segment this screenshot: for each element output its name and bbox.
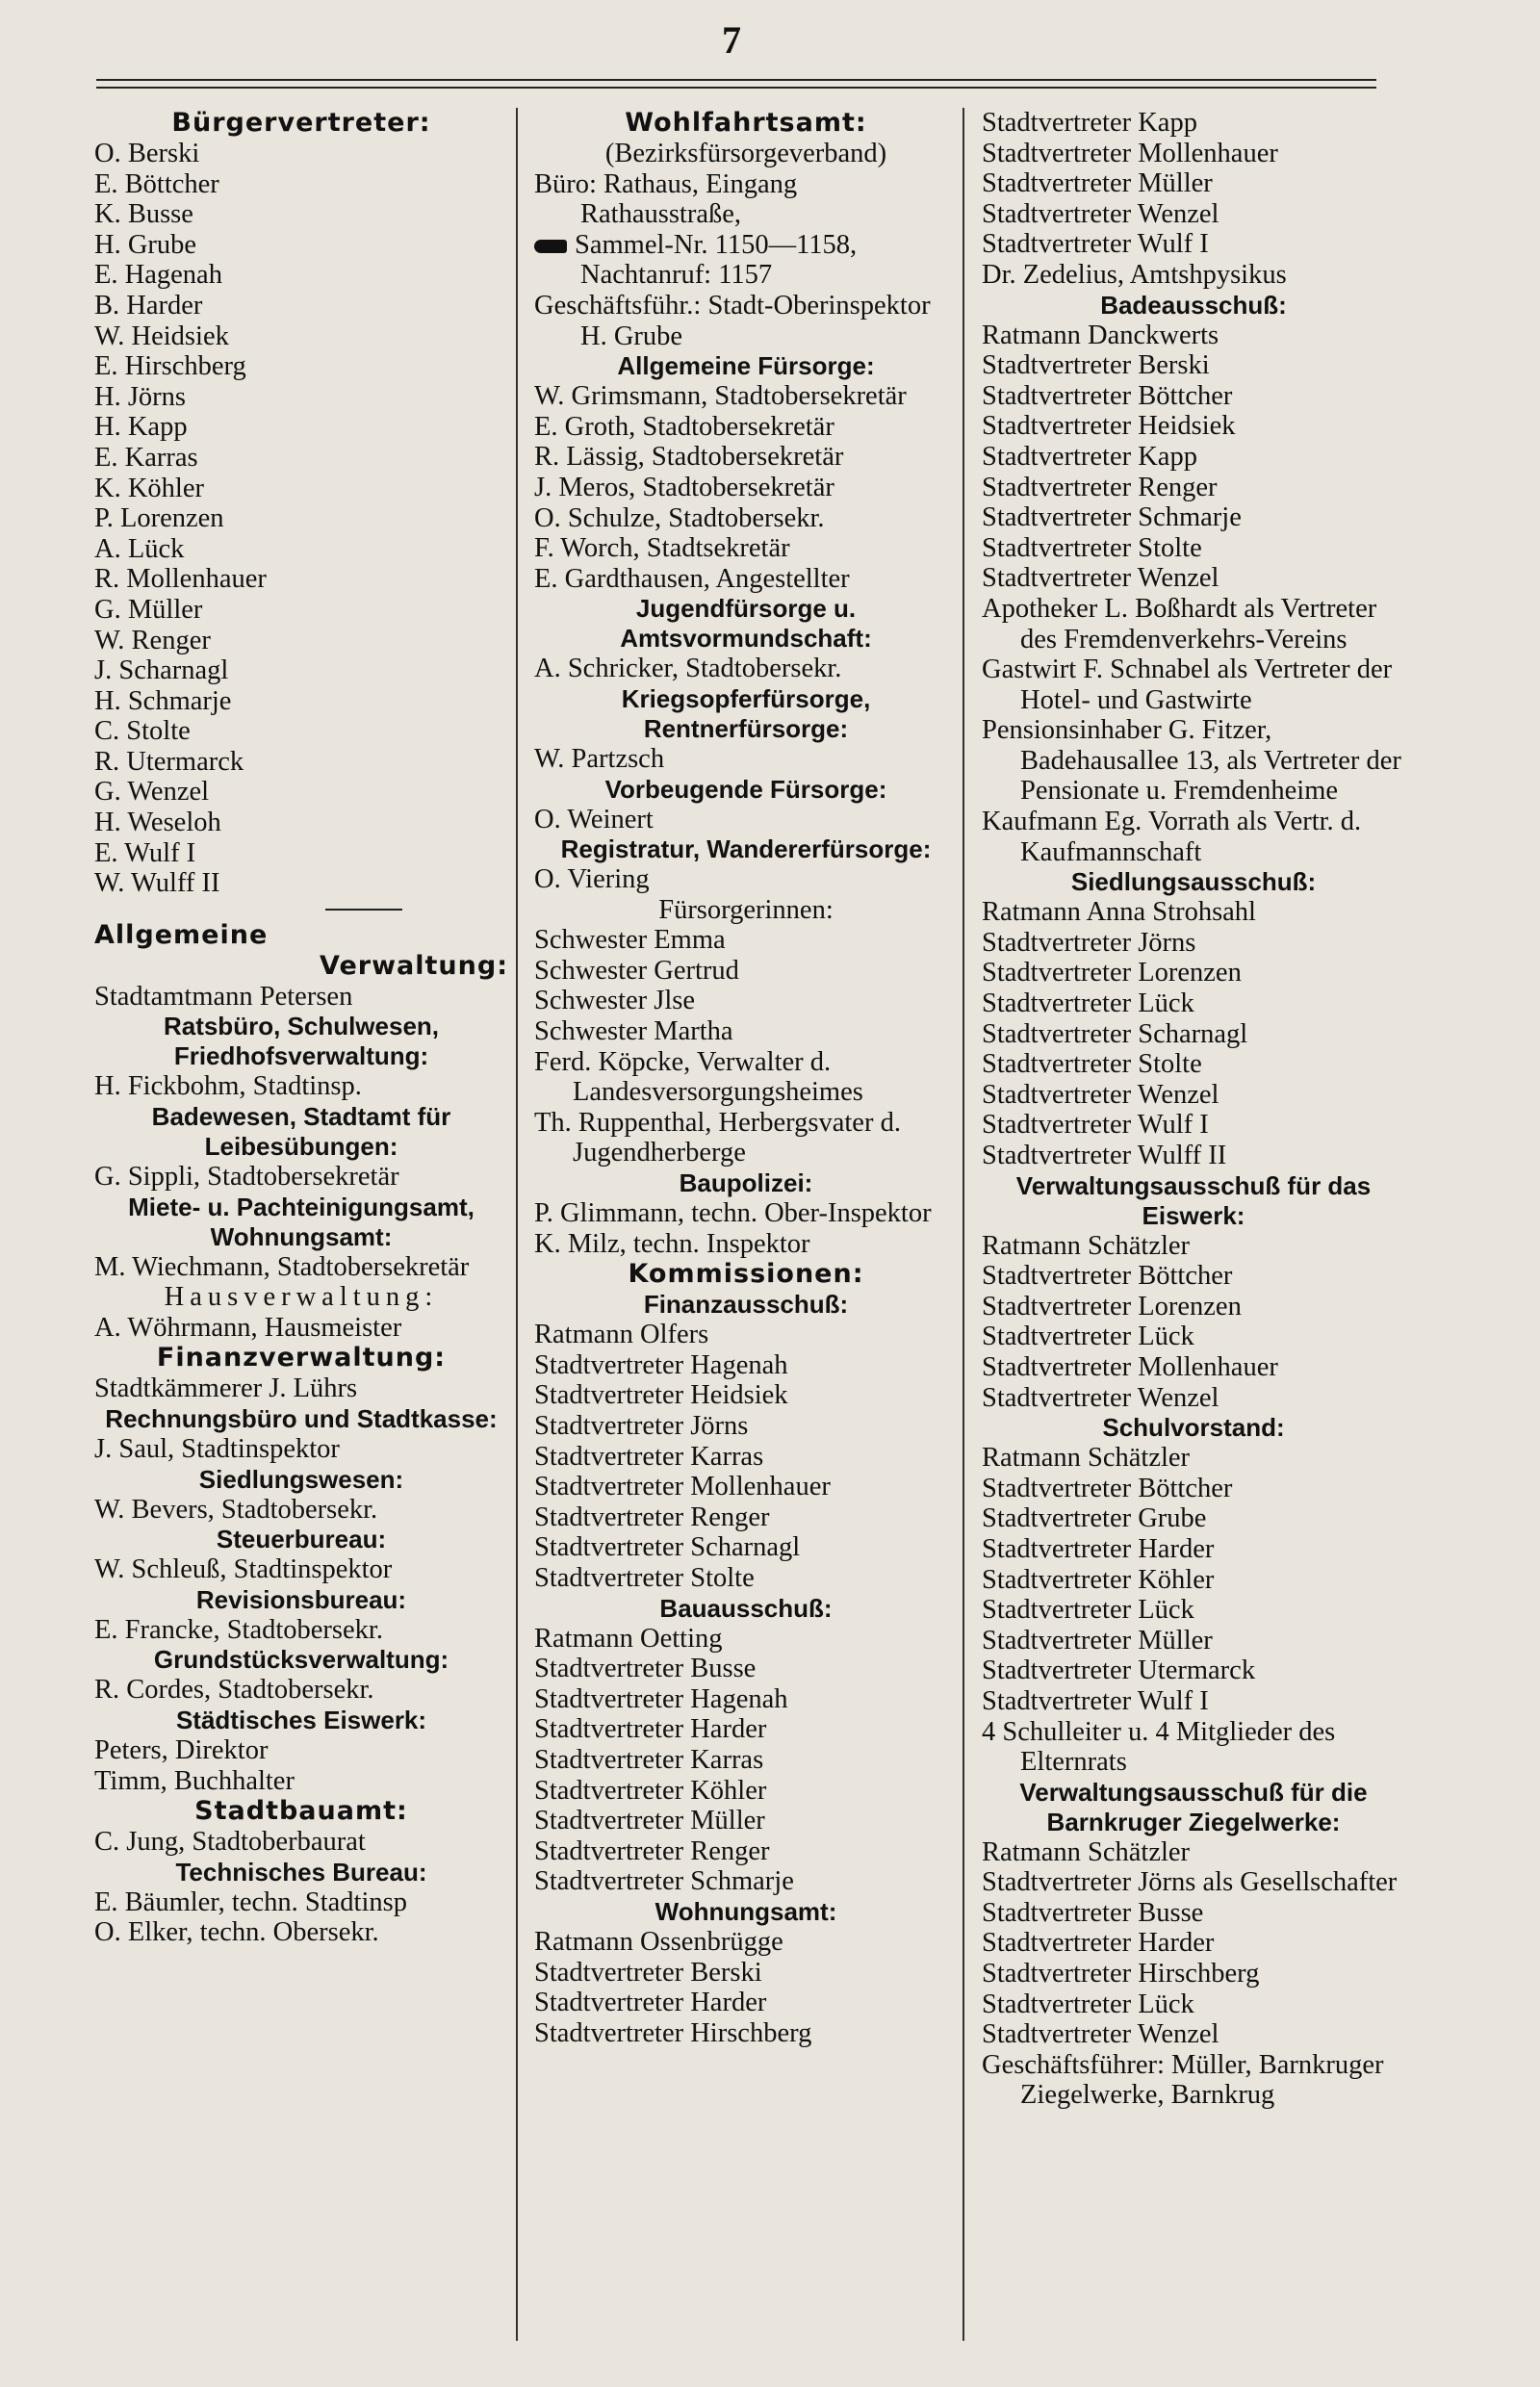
list-item: Stadtvertreter Harder (982, 1928, 1215, 1959)
list-item: E. Bäumler, techn. Stadtinsp (94, 1886, 407, 1917)
heading-jugendfuersorge: Jugendfürsorge u. Amtsvormundschaft: (620, 594, 872, 654)
list-item: Stadtvertreter Stolte (982, 532, 1202, 563)
subheading-bezirksfuersorge: (Bezirksfürsorgeverband) (604, 139, 887, 168)
list-item: Stadtvertreter Harder (982, 1533, 1215, 1564)
entry: Geschäftsführer: Müller, Barnkruger Ziegelwerke, Barnkrug (982, 2049, 1384, 2111)
list-item: O. Berski (94, 139, 200, 168)
heading-verwaltung: Verwaltung: (320, 950, 508, 981)
entry: C. Jung, Stadtoberbaurat (94, 1827, 366, 1858)
list-item: Stadtvertreter Renger (534, 1502, 770, 1532)
list-item: W. Renger (94, 625, 211, 655)
list-fuersorgerinnen (534, 925, 958, 1046)
heading-allgemeine: Allgemeine (94, 919, 269, 950)
list-item: Stadtvertreter Renger (982, 472, 1218, 502)
list-item: Stadtvertreter Heidsiek (534, 1380, 788, 1411)
list-item: Stadtvertreter Wenzel (982, 1079, 1219, 1110)
list-technisches-bureau (94, 1887, 508, 1948)
heading-siedlungswesen: Siedlungswesen: (198, 1464, 404, 1494)
list-item: Stadtvertreter Mollenhauer (534, 1472, 831, 1502)
telephone-icon (534, 240, 567, 253)
list-item: H. Weseloh (94, 808, 221, 838)
list-item: Ratmann Danckwerts (982, 320, 1219, 350)
heading-steuerbureau: Steuerbureau: (216, 1525, 387, 1554)
list-item: G. Wenzel (94, 777, 210, 808)
heading-siedlungsausschuss: Siedlungsausschuß: (1070, 867, 1317, 897)
list-item: O. Elker, techn. Obersekr. (94, 1917, 379, 1948)
entry: M. Wiechmann, Stadtobersekretär (94, 1251, 470, 1282)
list-item: Stadtvertreter Busse (534, 1654, 757, 1684)
list-item: Stadtvertreter Lorenzen (982, 1291, 1242, 1322)
list-item: Ratmann Ossenbrügge (534, 1926, 783, 1957)
list-item: Schwester Emma (534, 925, 726, 956)
list-baupolizei (534, 1198, 958, 1259)
column-right (982, 108, 1405, 2111)
heading-kriegsopferfuersorge: Kriegsopferfürsorge, Rentnerfürsorge: (621, 683, 871, 743)
list-finanzausschuss (534, 1320, 958, 1593)
list-item: Dr. Zedelius, Amtshpysikus (982, 259, 1287, 290)
list-item: F. Worch, Stadtsekretär (534, 533, 790, 564)
list-item: R. Utermarck (94, 746, 244, 777)
list-item: Stadtvertreter Harder (534, 1714, 767, 1745)
list-item: Apotheker L. Boßhardt als Vertreter des Fremdenverkehrs-Vereins (982, 593, 1377, 654)
heading-buergervertreter: Bürgervertreter: (171, 108, 431, 138)
heading-finanzausschuss: Finanzausschuß: (643, 1290, 849, 1320)
list-item: Stadtvertreter Hirschberg (982, 1959, 1260, 1989)
header-rule (96, 79, 1376, 81)
list-item: Schwester Jlse (534, 986, 696, 1016)
list-item: K. Busse (94, 199, 193, 230)
list-ziegelwerke-head (982, 1837, 1405, 1898)
list-item: Stadtvertreter Heidsiek (982, 411, 1236, 442)
list-item: Ratmann Anna Strohsahl (982, 897, 1256, 928)
list-siedlungsausschuss (982, 897, 1405, 1170)
list-item: Stadtvertreter Berski (982, 350, 1210, 381)
entry: Stadtamtmann Petersen (94, 981, 353, 1012)
list-item: K. Milz, techn. Inspektor (534, 1228, 810, 1259)
list-item: E. Karras (94, 442, 198, 473)
list-badeausschuss-vertreter (982, 594, 1405, 867)
list-item: Stadtvertreter Wulf I (982, 1685, 1209, 1716)
column-divider (516, 108, 518, 2341)
entry: Stadtkämmerer J. Lührs (94, 1373, 358, 1404)
list-item: P. Glimmann, techn. Ober-Inspektor (534, 1198, 932, 1229)
list-wohnungsamt (534, 1927, 958, 2048)
entry: Th. Ruppenthal, Herbergsvater d. Jugendherberge (534, 1107, 901, 1168)
list-item: Stadtvertreter Hirschberg (534, 2017, 812, 2048)
list-eiswerk (94, 1735, 508, 1796)
list-item: Kaufmann Eg. Vorrath als Vertr. d. Kaufmannschaft (982, 807, 1362, 867)
phone-text: Sammel-Nr. 1150—1158, Nachtanruf: 1157 (575, 229, 858, 291)
heading-wohlfahrtsamt: Wohlfahrtsamt: (625, 108, 867, 138)
heading-rechnungsbuero: Rechnungsbüro und Stadtkasse: (105, 1404, 498, 1433)
list-item: W. Wulff II (94, 868, 220, 899)
list-item: E. Groth, Stadtobersekretär (534, 411, 834, 442)
page-number: 7 (722, 18, 741, 62)
list-item: Ratmann Schätzler (982, 1230, 1191, 1261)
list-item: Stadtvertreter Berski (534, 1957, 762, 1988)
heading-finanzverwaltung: Finanzverwaltung: (156, 1343, 447, 1373)
heading-baupolizei: Baupolizei: (679, 1168, 813, 1198)
list-item: Stadtvertreter Lück (982, 1989, 1194, 2019)
column-left (94, 108, 508, 1948)
entry: O. Viering (534, 864, 650, 895)
list-item: Stadtvertreter Köhler (534, 1775, 767, 1806)
heading-kommissionen: Kommissionen: (628, 1259, 864, 1290)
list-item: Stadtvertreter Karras (534, 1441, 764, 1472)
list-item: H. Grube (94, 229, 197, 260)
entry: J. Saul, Stadtinspektor (94, 1434, 340, 1464)
heading-ratsbuero: Ratsbüro, Schulwesen, Friedhofsverwaltung: (163, 1012, 440, 1071)
list-item: Stadtvertreter Kapp (982, 441, 1197, 472)
list-item: K. Köhler (94, 473, 204, 503)
list-item: Stadtvertreter Wenzel (982, 1382, 1219, 1413)
heading-badewesen: Badewesen, Stadtamt für Leibesübungen: (151, 1102, 451, 1162)
list-item: Stadtvertreter Böttcher (982, 1261, 1233, 1292)
list-item: Stadtvertreter Mollenhauer (982, 1351, 1278, 1382)
list-item: Stadtvertreter Böttcher (982, 380, 1233, 411)
heading-grundstuecksverwaltung: Grundstücksverwaltung: (153, 1645, 449, 1675)
list-item: H. Schmarje (94, 685, 232, 716)
list-item: Stadtvertreter Hagenah (534, 1683, 788, 1714)
entry: W. Schleuß, Stadtinspektor (94, 1554, 393, 1585)
list-item: Ratmann Schätzler (982, 1836, 1191, 1867)
entry: E. Francke, Stadtobersekr. (94, 1614, 383, 1645)
list-item: Stadtvertreter Wulf I (982, 1110, 1209, 1141)
list-item: Stadtvertreter Lück (982, 988, 1194, 1019)
list-item: Stadtvertreter Grube (982, 1503, 1207, 1534)
heading-bauausschuss: Bauausschuß: (659, 1593, 833, 1623)
heading-ziegelwerke: Verwaltungsausschuß für die Barnkruger Ziegelwerke: (1019, 1777, 1368, 1836)
list-verwaltungsausschuss-eiswerk (982, 1231, 1405, 1414)
separator (325, 909, 402, 911)
column-middle (534, 108, 958, 2048)
list-item: Stadtvertreter Renger (534, 1835, 770, 1866)
entry: Ferd. Köpcke, Verwalter d. Landesversorgungsheimes (534, 1046, 863, 1108)
list-item: E. Hirschberg (94, 351, 246, 382)
list-item: Schwester Gertrud (534, 955, 739, 986)
list-item: C. Stolte (94, 716, 191, 747)
list-item: Gastwirt F. Schnabel als Vertreter der Hotel- und Gastwirte (982, 654, 1393, 715)
list-item: Timm, Buchhalter (94, 1765, 295, 1796)
list-item: G. Müller (94, 594, 203, 625)
entry: H. Fickbohm, Stadtinsp. (94, 1071, 362, 1102)
list-item: Stadtvertreter Stolte (982, 1049, 1202, 1080)
entry: R. Cordes, Stadtobersekr. (94, 1675, 374, 1706)
list-item: Stadtvertreter Lück (982, 1595, 1194, 1626)
heading-registratur: Registratur, Wandererfürsorge: (560, 834, 932, 864)
heading-revisionsbureau: Revisionsbureau: (195, 1584, 407, 1614)
list-allgemeine-fuersorge (534, 381, 958, 594)
list-item: Stadtvertreter Müller (982, 1625, 1213, 1656)
heading-miete: Miete- u. Pachteinigungsamt, Wohnungsamt: (128, 1192, 475, 1251)
list-item: Stadtvertreter Mollenhauer (982, 138, 1278, 168)
heading-stadtbauamt: Stadtbauamt: (194, 1796, 408, 1827)
entry: O. Weinert (534, 804, 654, 834)
list-item: Stadtvertreter Böttcher (982, 1473, 1233, 1503)
entry: W. Partzsch (534, 743, 665, 774)
heading-fuersorgerinnen: Fürsorgerinnen: (658, 894, 834, 925)
entry-buero: Büro: Rathaus, Eingang Rathausstraße, (534, 168, 798, 230)
list-item: O. Schulze, Stadtobersekr. (534, 502, 825, 533)
heading-eiswerk: Städtisches Eiswerk: (175, 1705, 427, 1734)
list-item: B. Harder (94, 290, 203, 321)
entry-phone (534, 230, 958, 291)
list-item: R. Lässig, Stadtobersekretär (534, 442, 844, 473)
list-badeausschuss (982, 321, 1405, 594)
list-item: Stadtvertreter Schmarje (534, 1866, 794, 1897)
list-item: Stadtvertreter Wulff II (982, 1141, 1227, 1170)
entry: 4 Schulleiter u. 4 Mitglieder des Elternrats (982, 1716, 1336, 1778)
list-item: Stadtvertreter Jörns als Gesellschafter (982, 1867, 1398, 1898)
heading-wohnungsamt: Wohnungsamt: (654, 1896, 837, 1926)
list-item: Stadtvertreter Jörns (982, 927, 1196, 958)
list-item: Stadtvertreter Hagenah (534, 1349, 788, 1380)
list-item: H. Jörns (94, 381, 187, 412)
heading-hausverwaltung: Hausverwaltung: (164, 1282, 439, 1313)
list-bauausschuss (534, 1624, 958, 1897)
list-item: Stadtvertreter Wulf I (982, 229, 1209, 260)
list-item: Stadtvertreter Karras (534, 1744, 764, 1775)
column-divider (962, 108, 964, 2341)
heading-verwaltungsausschuss-eiswerk: Verwaltungsausschuß für das Eiswerk: (1015, 1170, 1372, 1230)
entry: A. Schricker, Stadtobersekr. (534, 654, 842, 684)
list-item: Stadtvertreter Stolte (534, 1562, 755, 1593)
list-item: Stadtvertreter Busse (982, 1897, 1204, 1928)
entry: A. Wöhrmann, Hausmeister (94, 1312, 402, 1343)
list-item: E. Gardthausen, Angestellter (534, 563, 850, 594)
list-item: Stadtvertreter Harder (534, 1988, 767, 2018)
entry: G. Sippli, Stadtobersekretär (94, 1162, 399, 1193)
list-item: Stadtvertreter Lück (982, 1322, 1194, 1352)
list-item: Stadtvertreter Müller (982, 168, 1213, 199)
list-item: E. Böttcher (94, 168, 219, 199)
list-item: Stadtvertreter Müller (534, 1806, 765, 1836)
list-item: E. Hagenah (94, 260, 222, 291)
list-item: Stadtvertreter Wenzel (982, 198, 1219, 229)
list-item: W. Heidsiek (94, 321, 229, 351)
heading-technisches-bureau: Technisches Bureau: (175, 1857, 427, 1886)
heading-badeausschuss: Badeausschuß: (1100, 290, 1287, 320)
list-item: Stadtvertreter Scharnagl (982, 1018, 1248, 1049)
list-item: Ratmann Schätzler (982, 1443, 1191, 1474)
list-item: Schwester Martha (534, 1016, 733, 1047)
list-item: Pensionsinhaber G. Fitzer, Badehausallee 13, als Vertreter der Pensionate u. Fremdenheime (982, 715, 1401, 807)
list-item: E. Wulf I (94, 837, 196, 868)
list-item: Stadtvertreter Wenzel (982, 563, 1219, 594)
list-item: Stadtvertreter Schmarje (982, 502, 1242, 533)
list-item: H. Kapp (94, 412, 188, 443)
heading-allgemeine-fuersorge: Allgemeine Fürsorge: (617, 351, 875, 381)
list-item: Ratmann Olfers (534, 1320, 709, 1350)
entry-geschaeftsfuehrer: Geschäftsführ.: Stadt-Oberinspektor H. Grube (534, 290, 931, 351)
list-item: Ratmann Oetting (534, 1623, 723, 1654)
list-item: R. Mollenhauer (94, 564, 267, 595)
list-item: Stadtvertreter Scharnagl (534, 1532, 801, 1563)
list-item: W. Grimsmann, Stadtobersekretär (534, 381, 907, 412)
list-ziegelwerke (982, 1898, 1405, 2050)
list-item: Stadtvertreter Lorenzen (982, 958, 1242, 988)
list-item: Stadtvertreter Kapp (982, 108, 1197, 138)
list-item: Stadtvertreter Wenzel (982, 2019, 1219, 2050)
list-continued (982, 108, 1405, 291)
list-item: Peters, Direktor (94, 1734, 269, 1765)
list-item: Stadtvertreter Jörns (534, 1411, 749, 1441)
list-item: Stadtvertreter Utermarck (982, 1656, 1256, 1686)
list-buergervertreter (94, 139, 508, 899)
list-schulvorstand (982, 1443, 1405, 1716)
heading-vorbeugende-fuersorge: Vorbeugende Fürsorge: (604, 774, 887, 804)
list-item: A. Lück (94, 533, 185, 564)
header-rule-double (96, 87, 1376, 89)
entry: W. Bevers, Stadtobersekr. (94, 1494, 378, 1525)
list-item: J. Meros, Stadtobersekretär (534, 472, 834, 502)
heading-schulvorstand: Schulvorstand: (1102, 1413, 1285, 1443)
list-item: J. Scharnagl (94, 655, 229, 686)
list-item: P. Lorenzen (94, 503, 224, 534)
list-item: Stadtvertreter Köhler (982, 1564, 1215, 1595)
